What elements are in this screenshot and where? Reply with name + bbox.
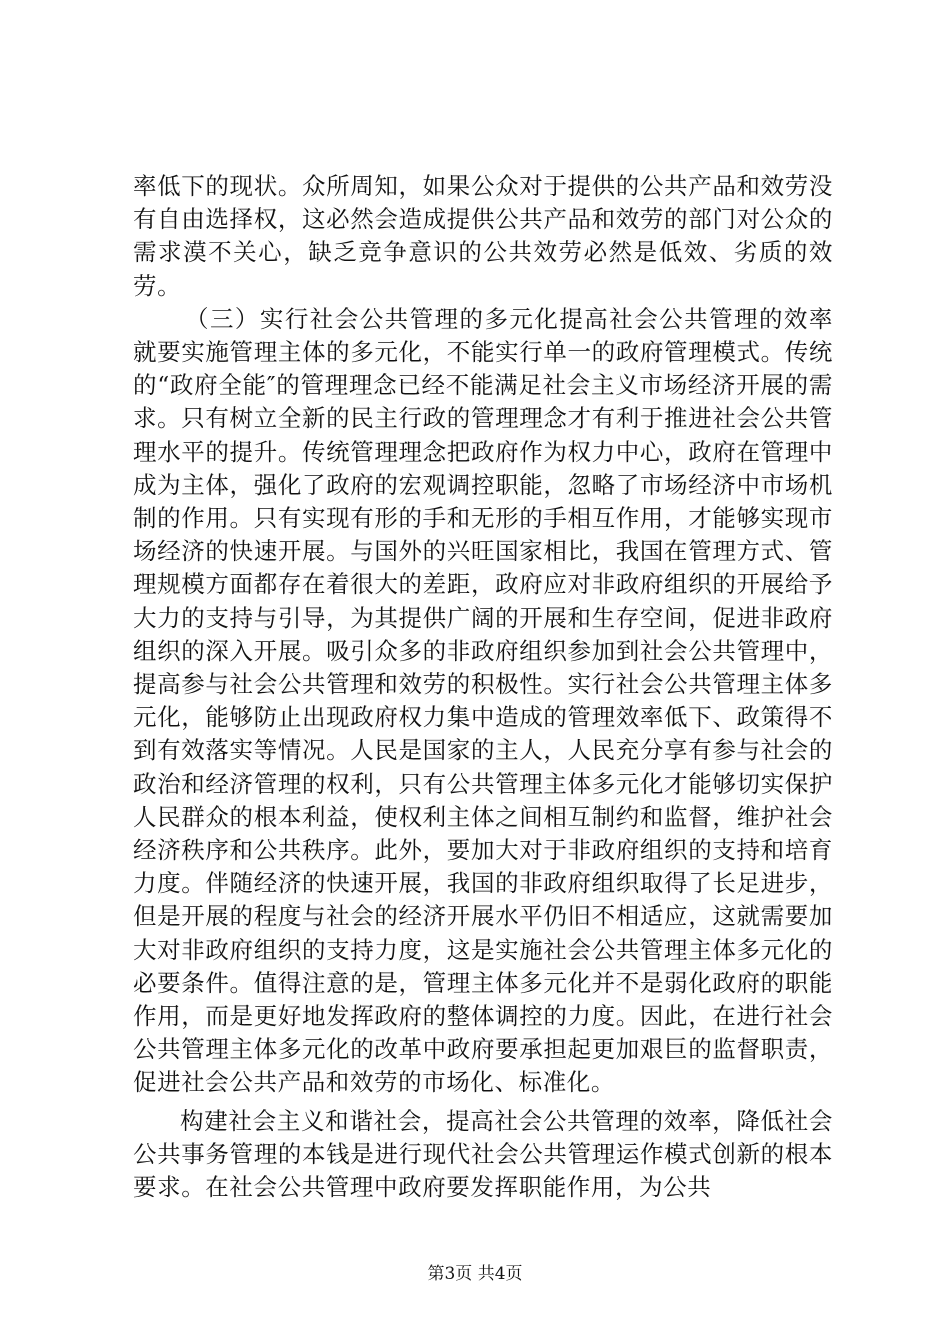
page-footer: 第3页 共4页 [427,1264,523,1284]
paragraph-3: 构建社会主义和谐社会，提高社会公共管理的效率，降低社会公共事务管理的本钱是进行现代社会公共管理运作模式创新的根本要求。在社会公共管理中政府要发挥职能作用，为公共 [133,1106,833,1202]
document-body [133,170,833,1204]
paragraph-2: （三）实行社会公共管理的多元化提高社会公共管理的效率就要实施管理主体的多元化，不能实行单一的政府管理模式。传统的“政府全能″的管理理念已经不能满足社会主义市场经济开展的需求。只有树立全新的民主行政的管理理念才有利于推进社会公共管理水平的提升。传统管理理念把政府作为权力中心，政府在管理中成为主体，强化了政府的宏观调控职能，忽略了市场经济中市场机制的作用。只有实现有形的手和无形的手相互作用，才能够实现市场经济的快速开展。与国外的兴旺国家相比，我国在管理方式、管理规模方面都存在着很大的差距，政府应对非政府组织的开展给予大力的支持与引导，为其提供广阔的开展和生存空间，促进非政府组织的深入开展。吸引众多的非政府组织参加到社会公共管理中，提高参与社会公共管理和效劳的积极性。实行社会公共管理主体多元化，能够防止出现政府权力集中造成的管理效率低下、政策得不到有效落实等情况。人民是国家的主人，人民充分享有参与社会的政治和经济管理的权利，只有公共管理主体多元化才能够切实保护人民群众的根本利益，使权利主体之间相互制约和监督，维护社会经济秩序和公共秩序。此外，要加大对于非政府组织的支持和培育力度。伴随经济的快速开展，我国的非政府组织取得了长足进步，但是开展的程度与社会的经济开展水平仍旧不相适应，这就需要加大对非政府组织的支持力度，这是实施社会公共管理主体多元化的必要条件。值得注意的是，管理主体多元化并不是弱化政府的职能作用，而是更好地发挥政府的整体调控的力度。因此，在进行社会公共管理主体多元化的改革中政府要承担起更加艰巨的监督职责，促进社会公共产品和效劳的市场化、标准化。 [133,304,833,1097]
paragraph-1: 率低下的现状。众所周知，如果公众对于提供的公共产品和效劳没有自由选择权，这必然会造成提供公共产品和效劳的部门对公众的需求漠不关心，缺乏竞争意识的公共效劳必然是低效、劣质的效劳。 [133,172,833,300]
